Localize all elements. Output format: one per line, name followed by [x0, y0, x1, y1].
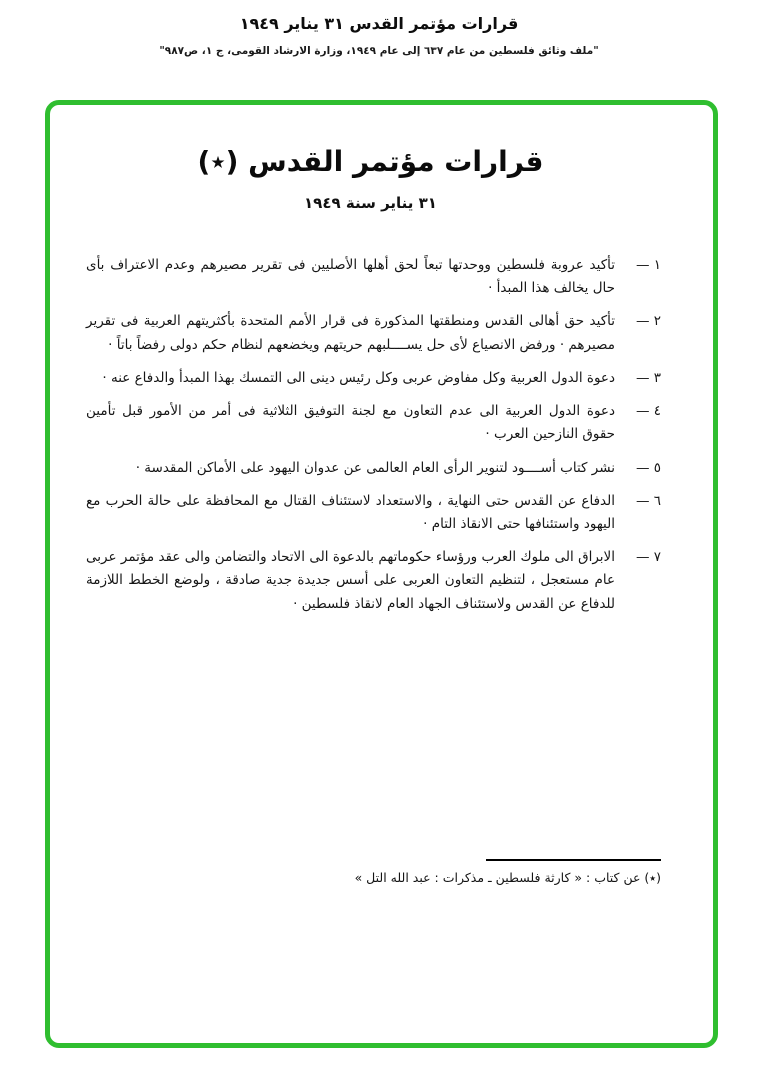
resolution-item [80, 367, 661, 390]
scan-header [0, 0, 758, 57]
item-text: دعوة الدول العربية وكل مفاوض عربى وكل رئيس دينى الى التمسك بهذا المبدأ والدفاع عنه · [102, 369, 615, 386]
item-text: الابراق الى ملوك العرب ورؤساء حكوماتهم بالدعوة الى الاتحاد والتضامن والى عقد مؤتمر عربى عام مستعجل ، لتنظيم التعاون العربى على أسس جديدة جدية صادقة ، ولوضع الخطط اللازمة للدفاع عن القدس ولاستئناف الجهاد العام لانقاذ فلسطين · [86, 549, 615, 612]
item-number: ٤ — [635, 403, 661, 420]
item-number: ٣ — [635, 369, 661, 386]
footnote-text: (٭) عن كتاب : « كارثة فلسطين ـ مذكرات : عبد الله التل » [354, 870, 661, 885]
item-text: دعوة الدول العربية الى عدم التعاون مع لجنة التوفيق الثلاثية فى أمر من الأمور قبل تأمين حقوق النازحين العرب · [86, 403, 615, 443]
scan-header-source: "ملف وثائق فلسطين من عام ٦٣٧ إلى عام ١٩٤٩، وزارة الارشاد القومى، ج ١، ص٩٨٧" [159, 45, 599, 57]
resolution-item [80, 457, 661, 480]
item-number: ٦ — [635, 492, 661, 509]
document-title: قرارات مؤتمر القدس (٭) [197, 145, 544, 178]
item-number: ١ — [635, 257, 661, 273]
resolution-list [80, 254, 661, 616]
footnote-area [80, 859, 661, 885]
item-text: تأكيد حق أهالى القدس ومنطقتها المذكورة فى قرار الأمم المتحدة بأكثريتهم العربية فى تقرير مصيرهم · ورفض الانصياع لأى حل يســــلبهم حريتهم ويخضعهم لنظام حكم دولى رفضاً باتاً · [86, 313, 615, 353]
item-text: تأكيد عروبة فلسطين ووحدتها تبعاً لحق أهلها الأصليين فى تقرير مصيرهم وعدم الاعتراف بأى حال يخالف هذا المبدأ · [86, 257, 615, 297]
resolution-item [80, 546, 661, 616]
document-frame [45, 100, 718, 1048]
footnote-divider [486, 859, 661, 861]
resolution-item [80, 310, 661, 356]
resolution-item [80, 400, 661, 446]
item-number: ٢ — [635, 313, 661, 330]
item-text: الدفاع عن القدس حتى النهاية ، والاستعداد لاستئناف القتال مع المحافظة على حالة الحرب مع اليهود واستئنافها حتى الانقاذ التام · [86, 492, 615, 532]
document-date: ٣١ يناير سنة ١٩٤٩ [304, 194, 437, 212]
resolution-item [80, 254, 661, 300]
item-number: ٥ — [635, 459, 661, 476]
scan-header-title: قرارات مؤتمر القدس ٣١ يناير ١٩٤٩ [239, 14, 519, 33]
resolution-item [80, 490, 661, 536]
item-text: نشر كتاب أســــود لتنوير الرأى العام العالمى عن عدوان اليهود على الأماكن المقدسة · [135, 459, 615, 476]
item-number: ٧ — [635, 549, 661, 566]
